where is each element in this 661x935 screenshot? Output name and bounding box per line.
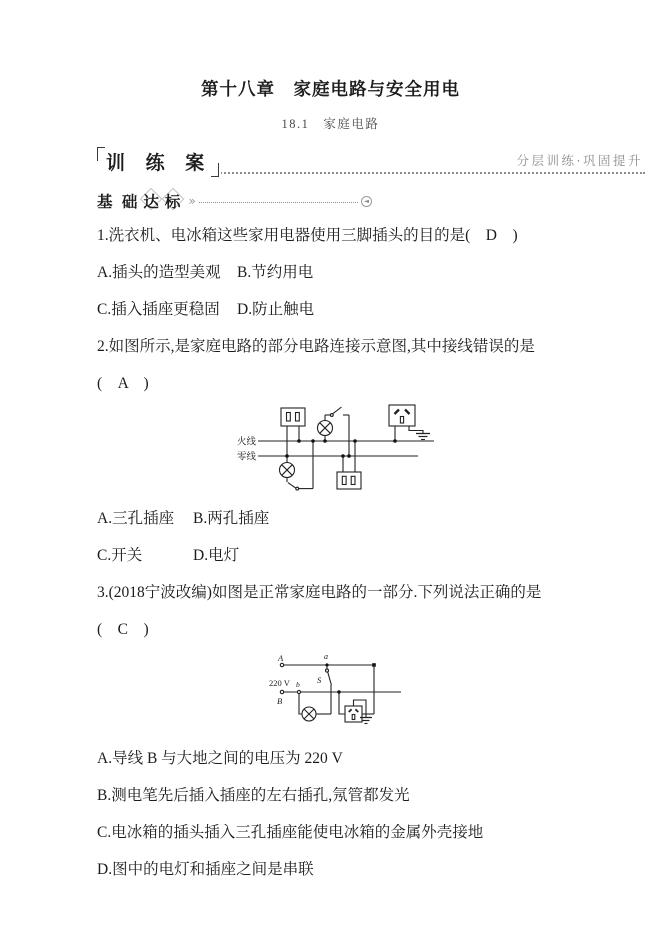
- section-header-char-biao: 标: [163, 190, 183, 212]
- option-a: A.插头的造型美观: [97, 263, 221, 281]
- voltage-label: 220 V: [269, 678, 290, 688]
- option-d: D.防止触电: [237, 300, 315, 318]
- question-2-answer: ( A ): [97, 374, 149, 392]
- point-b-label: b: [296, 680, 300, 689]
- section-header-char-da: 达: [141, 190, 161, 212]
- question-1-options-row: [97, 252, 605, 289]
- two-hole-socket: [281, 408, 305, 463]
- q3-circuit-svg: [249, 646, 409, 736]
- question-2-options-row: [97, 498, 605, 535]
- chapter-title: 第十八章 家庭电路与安全用电: [201, 80, 460, 100]
- lesson-title: 18.1 家庭电路: [281, 117, 380, 131]
- q2-circuit-svg: [237, 400, 457, 498]
- option-d: D.电灯: [193, 546, 240, 564]
- section-header-basics: [97, 189, 372, 213]
- switch: [326, 667, 332, 714]
- switch-label: S: [317, 675, 322, 685]
- question-3-option: B.测电笔先后插入插座的左右插孔,氖管都发光: [97, 786, 410, 804]
- question-3-answer: ( C ): [97, 620, 149, 638]
- lamp: [299, 694, 331, 721]
- training-banner: [97, 142, 645, 176]
- switch: [330, 407, 349, 456]
- question-3-stem: 3.(2018宁波改编)如图是正常家庭电路的一部分.下列说法正确的是: [97, 583, 542, 601]
- dotted-rule: [199, 202, 358, 203]
- neutral-wire-label: 零线: [237, 452, 257, 463]
- junction-dots: [285, 439, 397, 458]
- section-header-text: 基 础: [97, 193, 140, 211]
- option-a: A.三孔插座: [97, 509, 175, 527]
- live-wire-label: 火线: [237, 437, 257, 448]
- question-3-option: A.导线 B 与大地之间的电压为 220 V: [97, 749, 343, 767]
- banner-tagline: 分层训练·巩固提升: [516, 153, 643, 168]
- wire-b-label: B: [277, 696, 283, 706]
- lamp: [280, 463, 295, 483]
- banner-title: 训 练 案: [97, 147, 221, 178]
- chevron-right-icon: »: [188, 194, 196, 208]
- question-3-option: C.电冰箱的插头插入三孔插座能使电冰箱的金属外壳接地: [97, 823, 484, 841]
- option-c: C.开关: [97, 546, 143, 564]
- junction-dots: [325, 663, 375, 694]
- question-1-options-row: [97, 289, 605, 326]
- lamp: [318, 415, 333, 441]
- questions-area: [97, 215, 605, 886]
- dotted-rule: [193, 172, 645, 174]
- terminal-a: [280, 663, 283, 666]
- wire-a-label: A: [278, 653, 284, 663]
- ground-symbol: [416, 434, 430, 440]
- option-b: B.节约用电: [237, 263, 314, 281]
- point-a-label: a: [324, 652, 328, 661]
- q3-circuit-figure: [97, 646, 605, 738]
- rule-end-arrow-icon: ◄: [361, 196, 372, 207]
- point-b-marker: [297, 690, 300, 693]
- question-2-stem: 2.如图所示,是家庭电路的部分电路连接示意图,其中接线错误的是: [97, 337, 535, 355]
- question-2-options-row: [97, 535, 605, 572]
- three-hole-socket: [389, 405, 423, 441]
- question-3-option: D.图中的电灯和插座之间是串联: [97, 860, 314, 878]
- terminal-b: [280, 690, 283, 693]
- option-c: C.插入插座更稳固: [97, 300, 220, 318]
- option-b: B.两孔插座: [193, 509, 270, 527]
- question-1-stem: 1.洗衣机、电冰箱这些家用电器使用三脚插头的目的是( D ): [97, 226, 518, 244]
- q2-circuit-figure: [97, 400, 605, 498]
